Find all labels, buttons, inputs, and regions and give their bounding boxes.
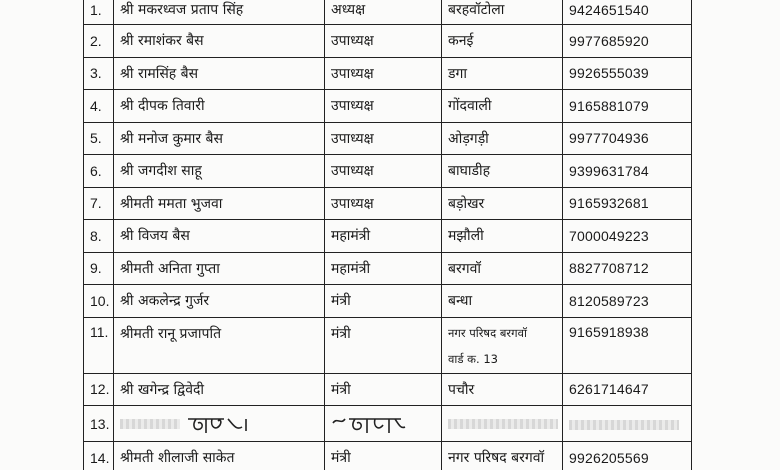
member-phone: 9399631784 (563, 155, 692, 188)
member-name: श्रीमती ममता भुजवा (114, 187, 325, 220)
table-row (84, 0, 692, 25)
member-place-line-1: नगर परिषद बरगवॉ (448, 325, 527, 340)
handwritten-scribble (184, 411, 274, 437)
serial-number: 6. (84, 155, 114, 188)
table-row (84, 220, 692, 253)
serial-number: 11. (84, 317, 114, 373)
redacted-post (325, 406, 442, 442)
serial-number: 7. (84, 187, 114, 220)
member-post: मंत्री (325, 373, 442, 406)
member-phone: 9424651540 (563, 0, 692, 25)
member-post: उपाध्यक्ष (325, 122, 442, 155)
member-place: ओड़गड़ी (442, 122, 563, 155)
member-place: बाघाडीह (442, 155, 563, 188)
table-row (84, 317, 692, 373)
serial-number: 3. (84, 57, 114, 90)
member-phone: 9977685920 (563, 25, 692, 58)
table-row (84, 57, 692, 90)
member-name: श्री विजय बैस (114, 220, 325, 253)
scribble-drawing (331, 411, 421, 437)
member-post: मंत्री (325, 285, 442, 318)
member-place: बड़ोखर (442, 187, 563, 220)
member-name: श्री खगेन्द्र द्विवेदी (114, 373, 325, 406)
member-place: नगर परिषद बरगवॉ (442, 442, 563, 470)
serial-number: 14. (84, 442, 114, 470)
member-post: महामंत्री (325, 220, 442, 253)
member-post: मंत्री (325, 317, 442, 373)
table-row (84, 122, 692, 155)
member-phone: 8827708712 (563, 252, 692, 285)
member-phone: 9926555039 (563, 57, 692, 90)
table-row (84, 285, 692, 318)
member-post: उपाध्यक्ष (325, 155, 442, 188)
serial-number: 10. (84, 285, 114, 318)
redacted-phone (563, 406, 692, 442)
member-post: अध्यक्ष (325, 0, 442, 25)
member-phone: 9165932681 (563, 187, 692, 220)
serial-number: 5. (84, 122, 114, 155)
member-place: बरहवॉटोला (442, 0, 563, 25)
redaction-mark (448, 419, 558, 429)
member-name: श्रीमती शीलाजी साकेत (114, 442, 325, 470)
member-phone: 9165918938 (563, 317, 692, 373)
member-phone: 7000049223 (563, 220, 692, 253)
table-row (84, 187, 692, 220)
office-bearers-table (83, 0, 692, 470)
serial-number: 12. (84, 373, 114, 406)
member-place: मझौली (442, 220, 563, 253)
member-name: श्री रामसिंह बैस (114, 57, 325, 90)
member-phone: 8120589723 (563, 285, 692, 318)
member-post: उपाध्यक्ष (325, 25, 442, 58)
member-place: कनई (442, 25, 563, 58)
redaction-mark (120, 419, 180, 429)
serial-number: 9. (84, 252, 114, 285)
member-post: महामंत्री (325, 252, 442, 285)
serial-number: 2. (84, 25, 114, 58)
table-row (84, 90, 692, 123)
serial-number: 1. (84, 0, 114, 25)
member-post: मंत्री (325, 442, 442, 470)
serial-number: 8. (84, 220, 114, 253)
table-row (84, 442, 692, 470)
member-phone: 9977704936 (563, 122, 692, 155)
table-row (84, 373, 692, 406)
member-name: श्री जगदीश साहू (114, 155, 325, 188)
table-row (84, 25, 692, 58)
member-post: उपाध्यक्ष (325, 57, 442, 90)
member-name: श्री मनोज कुमार बैस (114, 122, 325, 155)
table-row (84, 155, 692, 188)
serial-number: 13. (84, 406, 114, 442)
member-place: पचौर (442, 373, 563, 406)
member-name: श्री मकरध्वज प्रताप सिंह (114, 0, 325, 25)
member-name: श्री अकलेन्द्र गुर्जर (114, 285, 325, 318)
member-place: बन्धा (442, 285, 563, 318)
member-place: बरगवॉ (442, 252, 563, 285)
table-row (84, 406, 692, 442)
scribble-drawing (184, 411, 274, 437)
member-phone: 6261714647 (563, 373, 692, 406)
member-place-line-2: वार्ड क. 13 (448, 351, 498, 366)
redacted-name (114, 406, 325, 442)
member-place (442, 317, 563, 373)
member-phone: 9926205569 (563, 442, 692, 470)
member-phone: 9165881079 (563, 90, 692, 123)
member-name: श्रीमती अनिता गुप्ता (114, 252, 325, 285)
member-name: श्री दीपक तिवारी (114, 90, 325, 123)
member-post: उपाध्यक्ष (325, 187, 442, 220)
member-post: उपाध्यक्ष (325, 90, 442, 123)
handwritten-scribble (331, 411, 421, 437)
serial-number: 4. (84, 90, 114, 123)
member-place: गोंदवाली (442, 90, 563, 123)
member-name: श्रीमती रानू प्रजापति (114, 317, 325, 373)
member-place: डगा (442, 57, 563, 90)
redaction-mark (569, 420, 679, 430)
table-row (84, 252, 692, 285)
member-name: श्री रमाशंकर बैस (114, 25, 325, 58)
redacted-place (442, 406, 563, 442)
